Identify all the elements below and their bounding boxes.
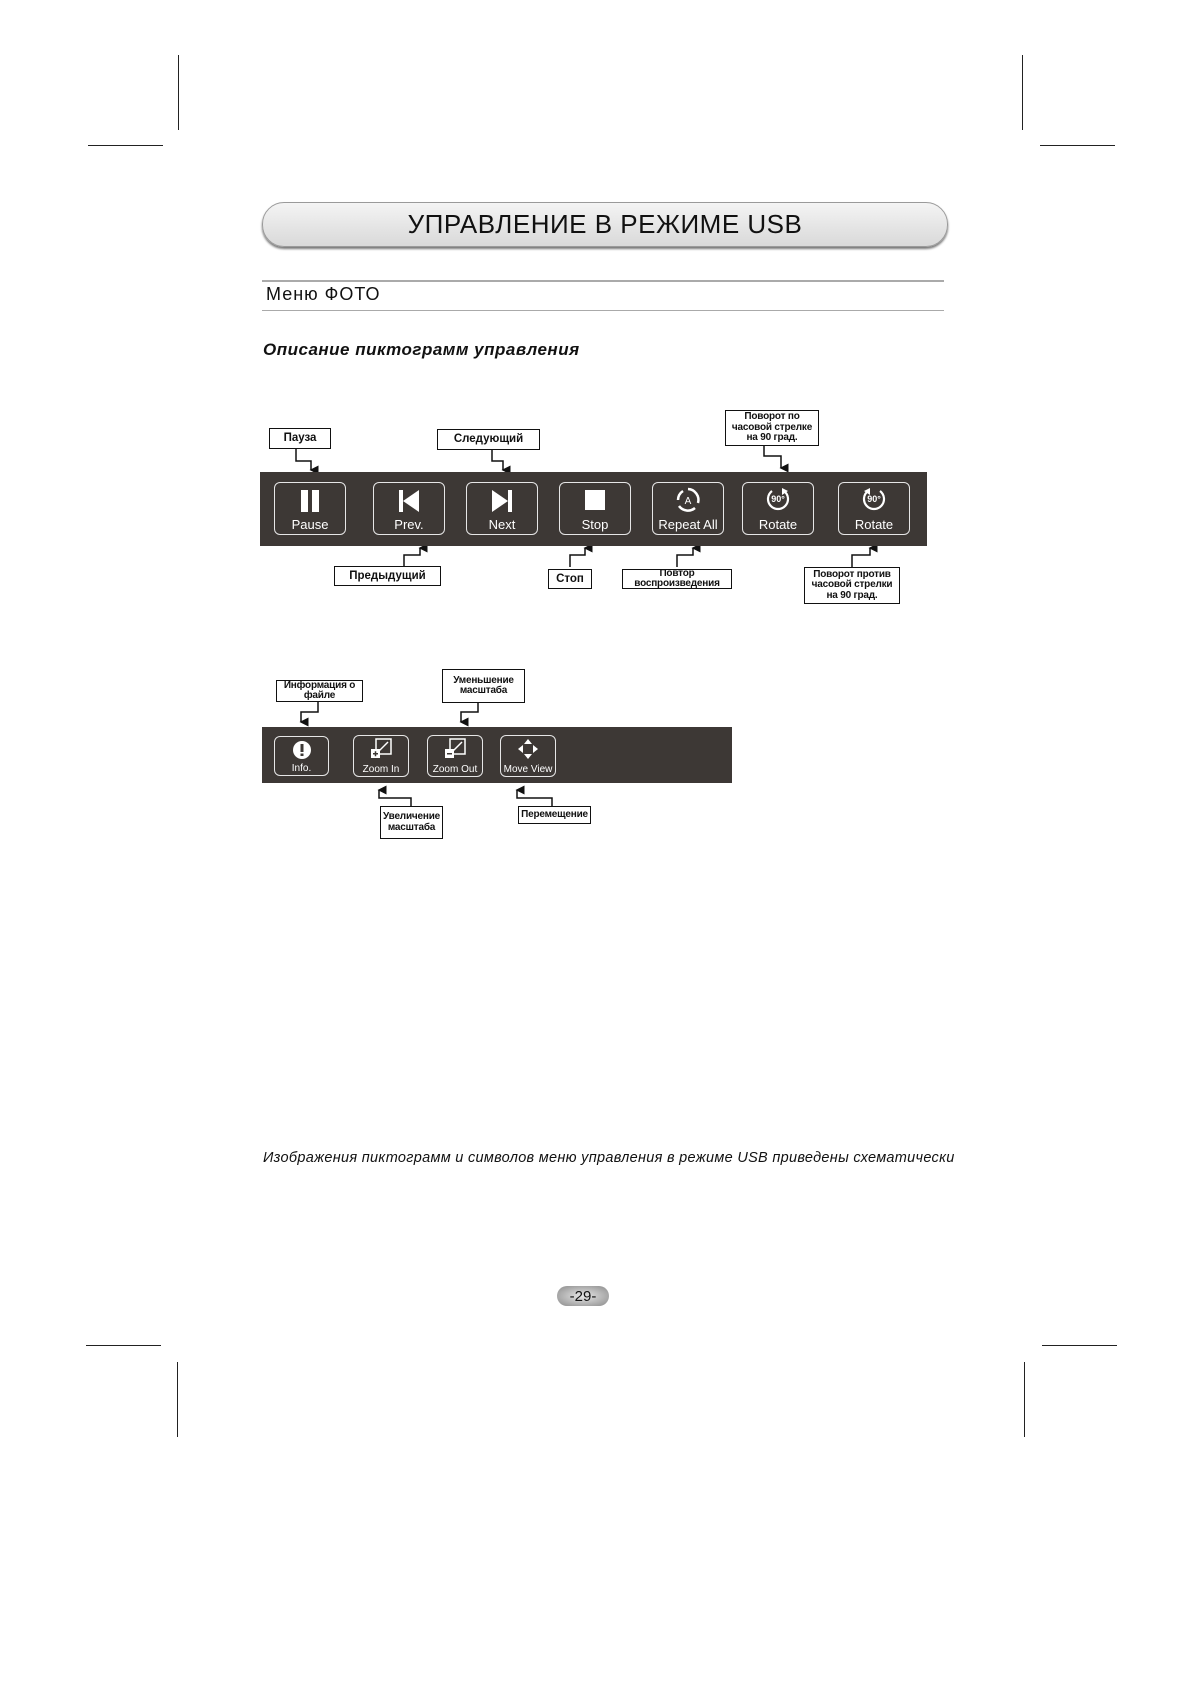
info-icon bbox=[292, 740, 312, 760]
callout-prev: Предыдущий bbox=[334, 566, 441, 586]
subheading: Описание пиктограмм управления bbox=[263, 340, 580, 359]
pause-button[interactable] bbox=[274, 482, 346, 535]
zoom-in-button[interactable] bbox=[353, 735, 409, 777]
callout-rotate-counterclockwise: Поворот против часовой стрелки на 90 град. bbox=[804, 567, 900, 604]
zoom-out-button[interactable] bbox=[427, 735, 483, 777]
next-icon bbox=[490, 489, 514, 513]
callout-zoom-out: Уменьшение масштаба bbox=[442, 669, 525, 703]
info-button[interactable] bbox=[274, 736, 329, 776]
section-title: Меню ФОТО bbox=[266, 284, 381, 304]
callout-rotate-clockwise: Поворот по часовой стрелке на 90 град. bbox=[725, 410, 819, 446]
svg-text:A: A bbox=[684, 496, 692, 507]
move-view-button[interactable] bbox=[500, 735, 556, 777]
rotate-counterclockwise-badge: 90° bbox=[867, 494, 881, 504]
rotate-clockwise-label: Rotate bbox=[758, 517, 798, 532]
prev-label: Prev. bbox=[394, 517, 424, 532]
callout-move: Перемещение bbox=[518, 806, 591, 824]
repeat-all-button[interactable] bbox=[652, 482, 724, 535]
move-view-label: Move View bbox=[503, 764, 553, 775]
zoom-out-icon bbox=[444, 738, 466, 760]
page-number: -29- bbox=[557, 1286, 609, 1306]
zoom-out-label: Zoom Out bbox=[432, 764, 478, 775]
pause-label: Pause bbox=[291, 517, 329, 532]
prev-button[interactable] bbox=[373, 482, 445, 535]
callout-stop: Стоп bbox=[548, 569, 592, 589]
repeat-all-label: Repeat All bbox=[658, 517, 718, 532]
repeat-all-icon bbox=[674, 486, 702, 514]
zoom-in-icon bbox=[370, 738, 392, 760]
prev-icon bbox=[397, 489, 421, 513]
pause-icon bbox=[298, 489, 322, 513]
rotate-clockwise-button[interactable] bbox=[742, 482, 814, 535]
photo-view-toolbar bbox=[262, 727, 732, 783]
callout-pause: Пауза bbox=[269, 428, 331, 449]
page-title: УПРАВЛЕНИЕ В РЕЖИМЕ USB bbox=[262, 202, 948, 247]
callout-info: Информация о файле bbox=[276, 680, 363, 702]
zoom-in-label: Zoom In bbox=[362, 764, 400, 775]
callout-next: Следующий bbox=[437, 429, 540, 450]
photo-control-toolbar bbox=[260, 472, 927, 546]
next-button[interactable] bbox=[466, 482, 538, 535]
stop-button[interactable] bbox=[559, 482, 631, 535]
next-label: Next bbox=[488, 517, 516, 532]
rotate-counterclockwise-button[interactable] bbox=[838, 482, 910, 535]
callout-repeat: Повтор воспроизведения bbox=[622, 569, 732, 589]
stop-label: Stop bbox=[581, 517, 609, 532]
rotate-clockwise-badge: 90° bbox=[771, 494, 785, 504]
callout-zoom-in: Увеличение масштаба bbox=[380, 806, 443, 839]
rotate-counterclockwise-label: Rotate bbox=[854, 517, 894, 532]
stop-icon bbox=[584, 489, 606, 511]
move-view-icon bbox=[517, 738, 539, 760]
info-label: Info. bbox=[291, 763, 312, 774]
footer-note: Изображения пиктограмм и символов меню управления в режиме USB приведены схематически bbox=[263, 1150, 955, 1166]
